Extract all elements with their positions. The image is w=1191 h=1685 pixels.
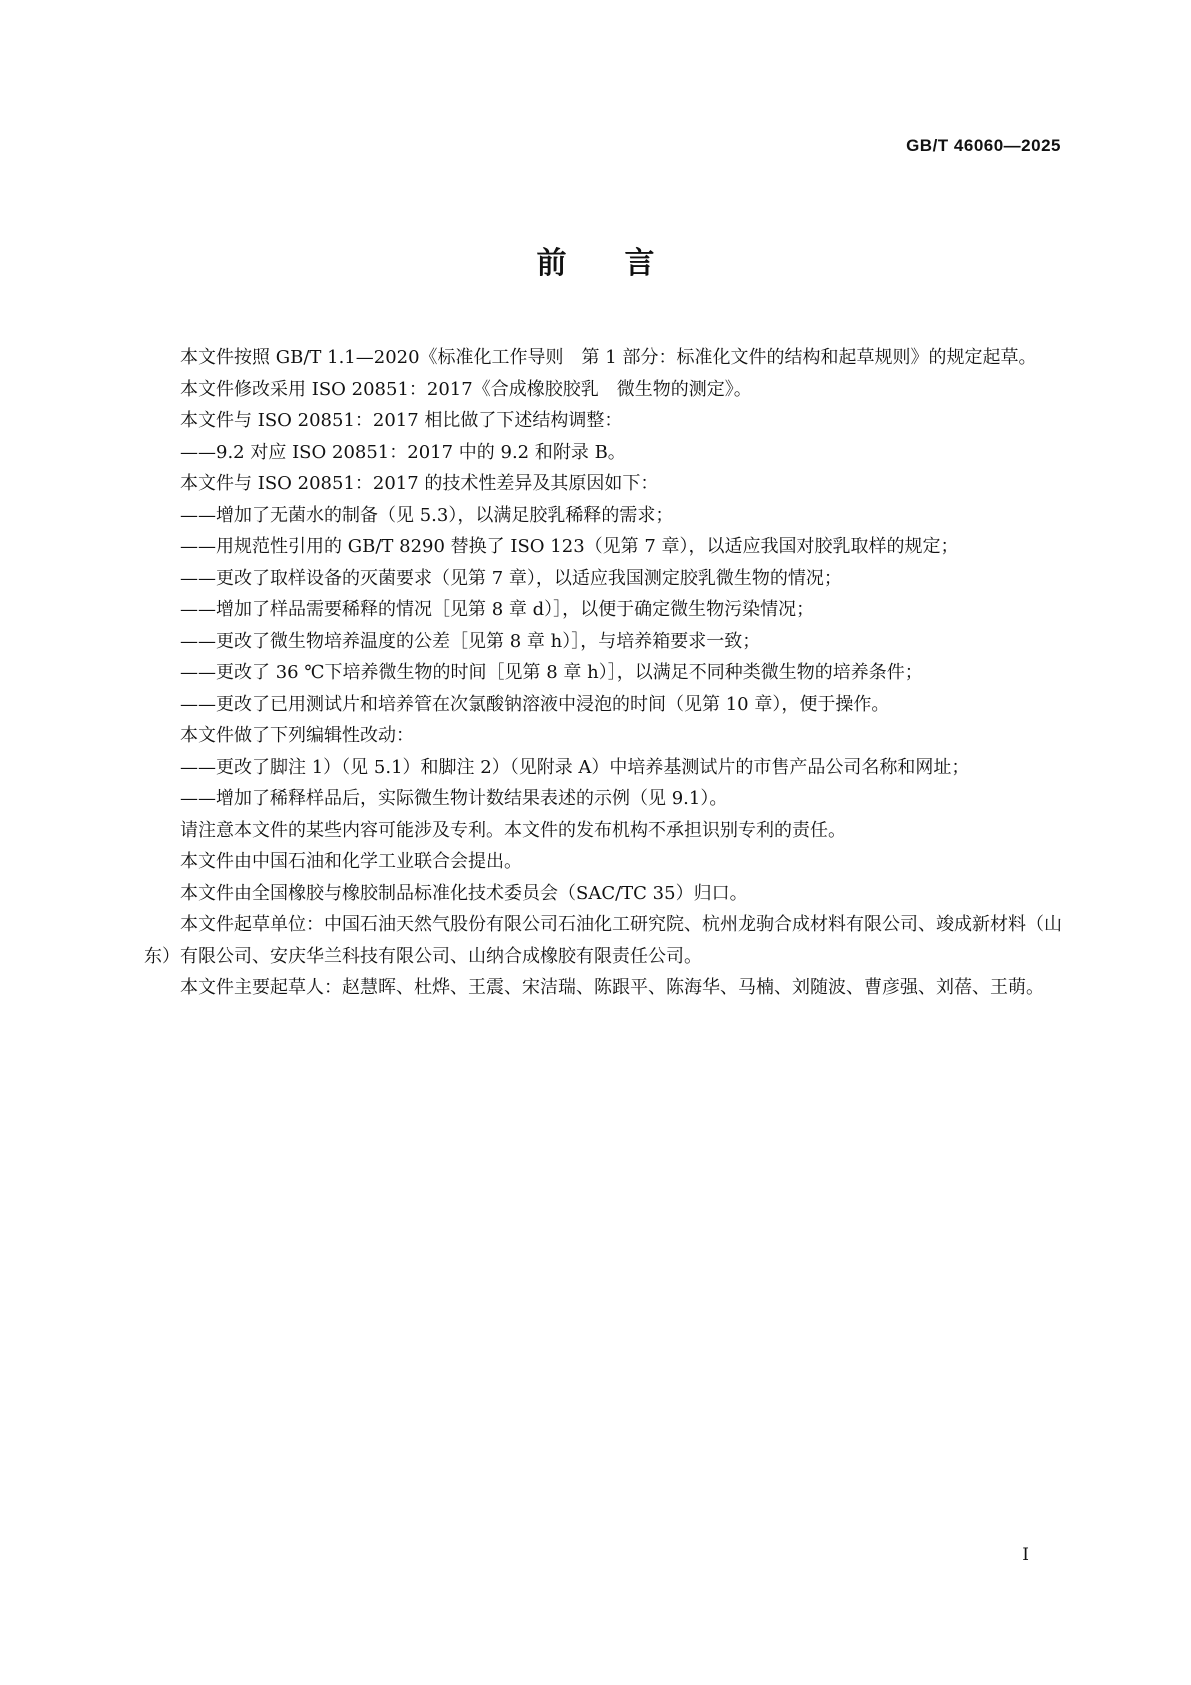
list-item: ——更改了 36 ℃下培养微生物的时间［见第 8 章 h）］，以满足不同种类微生物的培养条件； — [180, 662, 923, 683]
paragraph-committee: 本文件由全国橡胶与橡胶制品标准化技术委员会（SAC/TC 35）归口。 — [180, 882, 748, 904]
list-item: ——增加了样品需要稀释的情况［见第 8 章 d）］，以便于确定微生物污染情况； — [180, 599, 815, 620]
list-item: ——增加了无菌水的制备（见 5.3），以满足胶乳稀释的需求； — [180, 504, 674, 526]
list-item: ——更改了微生物培养温度的公差［见第 8 章 h）］，与培养箱要求一致； — [180, 630, 761, 652]
list-item: ——用规范性引用的 GB/T 8290 替换了 ISO 123（见第 7 章），以适应我国对胶乳取样的规定； — [180, 536, 959, 557]
foreword-body — [144, 342, 1062, 1004]
list-item: ——增加了稀释样品后，实际微生物计数结果表述的示例（见 9.1）。 — [180, 788, 728, 809]
paragraph-drafters: 本文件主要起草人：赵慧晖、杜烨、王震、宋洁瑞、陈跟平、陈海华、马楠、刘随波、曹彦强、刘蓓、王萌。 — [180, 977, 1044, 998]
paragraph-technical-differences: 本文件与 ISO 20851：2017 的技术性差异及其原因如下： — [180, 473, 659, 494]
paragraph-adoption: 本文件修改采用 ISO 20851：2017《合成橡胶胶乳 微生物的测定》。 — [180, 378, 752, 400]
paragraph-structure-changes: 本文件与 ISO 20851：2017 相比做了下述结构调整： — [180, 410, 623, 431]
list-item: ——9.2 对应 ISO 20851：2017 中的 9.2 和附录 B。 — [180, 441, 626, 463]
paragraph-patent-notice: 请注意本文件的某些内容可能涉及专利。本文件的发布机构不承担识别专利的责任。 — [180, 819, 846, 841]
page-number: I — [1022, 1545, 1029, 1565]
list-item: ——更改了取样设备的灭菌要求（见第 7 章），以适应我国测定胶乳微生物的情况； — [180, 567, 842, 589]
paragraph-drafting-units: 本文件起草单位：中国石油天然气股份有限公司石油化工研究院、杭州龙驹合成材料有限公司、竣成新材料（山东）有限公司、安庆华兰科技有限公司、山纳合成橡胶有限责任公司。 — [144, 914, 1062, 967]
standard-code: GB/T 46060—2025 — [906, 136, 1061, 155]
paragraph-drafting-rules: 本文件按照 GB/T 1.1—2020《标准化工作导则 第 1 部分：标准化文件的结构和起草规则》的规定起草。 — [180, 347, 1037, 368]
page-title: 前言 — [536, 246, 713, 281]
paragraph-editorial-changes: 本文件做了下列编辑性改动： — [180, 725, 414, 746]
list-item: ——更改了脚注 1）（见 5.1）和脚注 2）（见附录 A）中培养基测试片的市售产品公司名称和网址； — [180, 756, 970, 778]
list-item: ——更改了已用测试片和培养管在次氯酸钠溶液中浸泡的时间（见第 10 章），便于操作。 — [180, 693, 890, 715]
paragraph-proposer: 本文件由中国石油和化学工业联合会提出。 — [180, 851, 522, 872]
